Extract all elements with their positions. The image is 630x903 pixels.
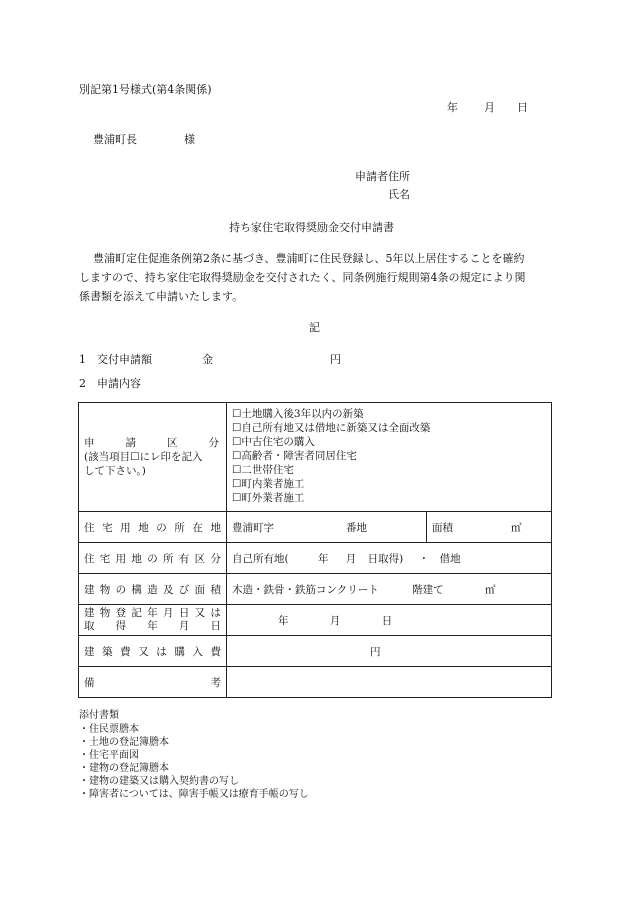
category-label: 申 請 区 分: [84, 436, 219, 449]
cost-label: 建築費又は購入費: [79, 636, 227, 667]
registration-year: 年: [278, 614, 289, 627]
applicant-name-label: 氏名: [388, 188, 410, 201]
structure-label: 建物の構造及び面積: [79, 574, 227, 605]
location-banchi: 番地: [346, 521, 367, 534]
category-note-2: して下さい。): [84, 465, 146, 478]
ownership-label: 住宅用地の所有区分: [79, 543, 227, 574]
structure-value-cell[interactable]: [227, 574, 552, 605]
section1-label: 交付申請額: [97, 353, 152, 366]
section2-number: 2: [79, 377, 86, 390]
ownership-lease: ・ 借地: [418, 552, 461, 565]
body-line-2: しますので、持ち家住宅取得奨励金を交付されたく、同条例施行規則第4条の規定により関: [79, 271, 526, 284]
table-row-structure: [79, 574, 552, 605]
area-unit: ㎡: [511, 521, 522, 534]
attachment-item: ・建物の登記簿謄本: [79, 763, 169, 774]
structure-unit: ㎡: [484, 583, 496, 596]
application-content-table: [78, 402, 552, 698]
attachment-item: ・住宅平面図: [79, 750, 139, 761]
category-note-1: (該当項目☐にレ印を記入: [84, 450, 203, 463]
area-label: 面積: [432, 521, 453, 534]
date-day-label: 日: [517, 101, 528, 114]
attachment-item: ・住民票謄本: [79, 724, 139, 735]
section1-kin: 金: [202, 353, 213, 366]
section2-label: 申請内容: [97, 377, 141, 390]
attachment-item: ・土地の登記簿謄本: [79, 737, 169, 748]
ownership-day: 日取得): [367, 552, 404, 565]
registration-day: 日: [381, 614, 393, 627]
registration-label-cell: [79, 605, 227, 636]
body-line-1: 豊浦町定住促進条例第2条に基づき、豊浦町に住民登録し、5年以上居住することを確約: [93, 252, 525, 265]
table-row-location: [79, 512, 552, 543]
category-option-local-contractor[interactable]: ☐町内業者施工: [232, 477, 305, 490]
attachments-heading: 添付書類: [79, 710, 119, 721]
table-row-category: [79, 403, 552, 512]
section1-number: 1: [79, 353, 86, 366]
category-options-cell: [227, 403, 552, 512]
table-row-registration: [79, 605, 552, 636]
ki-mark: 記: [309, 321, 320, 334]
table-row-ownership: [79, 543, 552, 574]
form-number: 別記第1号様式(第4条関係): [79, 83, 212, 96]
remarks-value-cell[interactable]: [227, 667, 552, 698]
date-year-label: 年: [447, 101, 458, 114]
category-option-own-land-build[interactable]: ☐自己所有地又は借地に新築又は全面改築: [232, 422, 431, 435]
category-label-cell: [79, 403, 227, 512]
table-row-remarks: [79, 667, 552, 698]
attachment-item: ・障害者については、障害手帳又は療育手帳の写し: [79, 789, 309, 800]
ownership-value-cell[interactable]: [227, 543, 552, 574]
section1-yen: 円: [330, 353, 341, 366]
document-title: 持ち家住宅取得奨励金交付申請書: [229, 221, 394, 234]
ownership-year: 年: [317, 552, 329, 565]
ownership-own-land: 自己所有地(: [232, 552, 289, 565]
ownership-month: 月: [345, 552, 357, 565]
remarks-label: 備 考: [79, 667, 227, 698]
area-cell[interactable]: [427, 512, 551, 542]
category-option-new-build-land[interactable]: ☐土地購入後3年以内の新築: [232, 408, 364, 421]
date-month-label: 月: [484, 101, 495, 114]
registration-month: 月: [329, 614, 341, 627]
location-label: 住宅用地の所在地: [79, 512, 227, 543]
category-option-outside-contractor[interactable]: ☐町外業者施工: [232, 491, 305, 504]
location-address-cell[interactable]: [227, 512, 427, 542]
addressee: 豊浦町長: [93, 133, 137, 146]
registration-label-2: 取 得 年 月 日: [84, 620, 221, 632]
structure-floors: 階建て: [412, 583, 444, 596]
applicant-address-label: 申請者住所: [355, 170, 410, 183]
cost-value-cell[interactable]: [227, 636, 552, 667]
location-value-cell: [227, 512, 552, 543]
addressee-honorific: 様: [184, 133, 195, 146]
category-option-two-household[interactable]: ☐二世帯住宅: [232, 463, 294, 476]
attachment-item: ・建物の建築又は購入契約書の写し: [79, 776, 239, 787]
structure-type: 木造・鉄骨・鉄筋コンクリート: [232, 583, 379, 596]
registration-label-1: 建物登記年月日又は: [84, 606, 221, 619]
category-option-used-house[interactable]: ☐中古住宅の購入: [232, 436, 315, 449]
body-line-3: 係書類を添えて申請いたします。: [79, 290, 244, 303]
location-town: 豊浦町字: [232, 521, 274, 534]
category-option-elderly-disabled[interactable]: ☐高齢者・障害者同居住宅: [232, 450, 357, 463]
table-row-cost: [79, 636, 552, 667]
cost-unit: 円: [370, 645, 381, 658]
registration-value-cell[interactable]: [227, 605, 552, 636]
